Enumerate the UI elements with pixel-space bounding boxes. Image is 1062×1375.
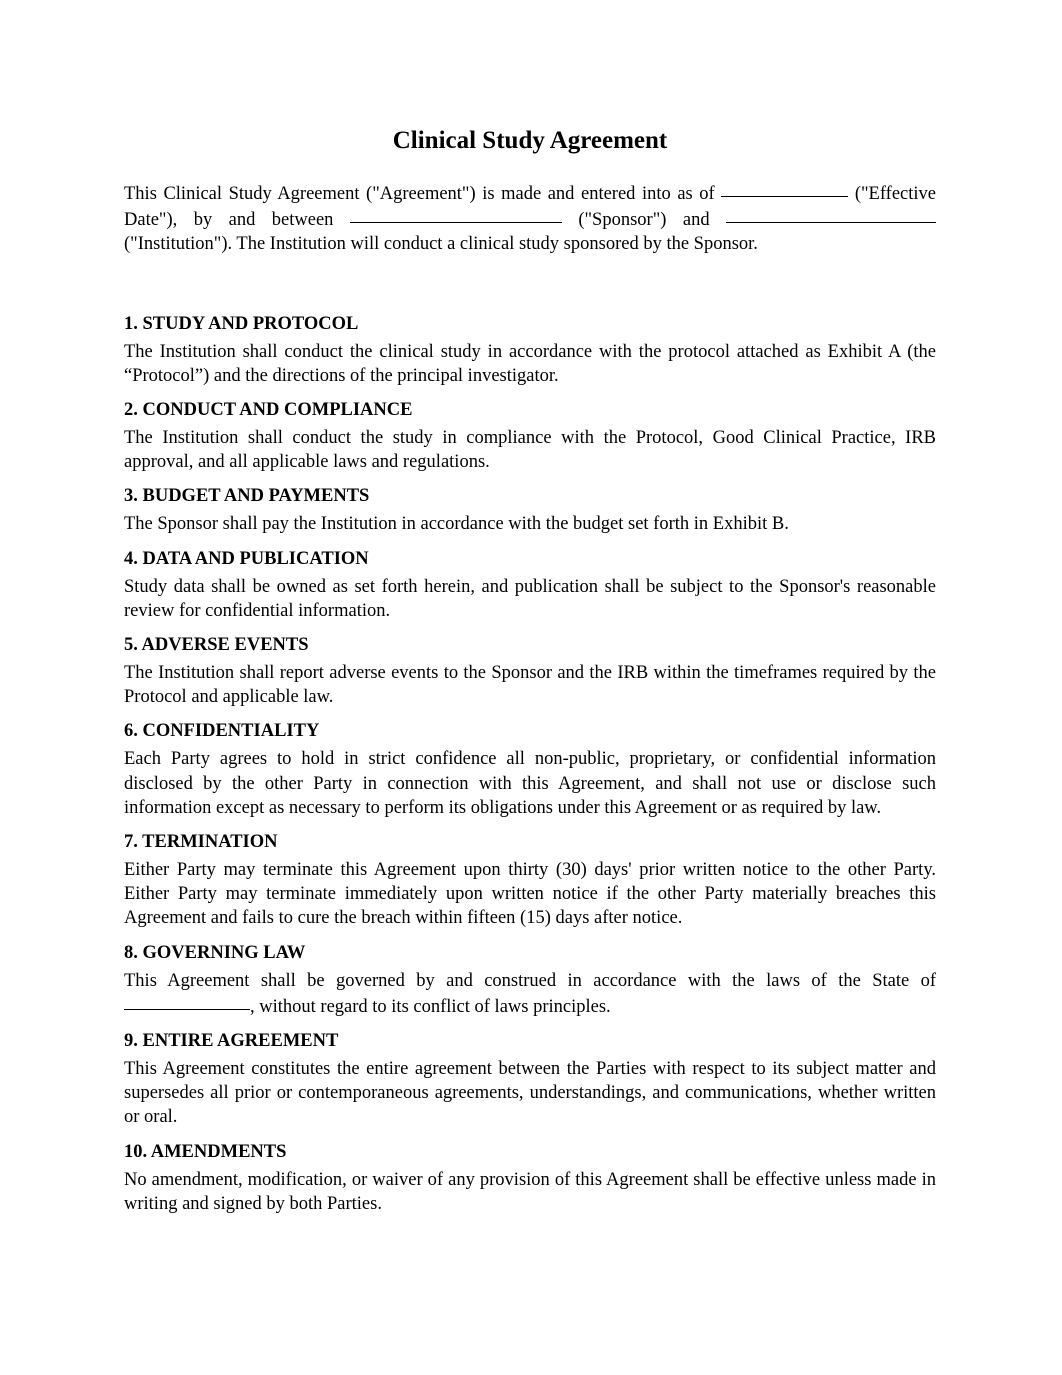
intro-text-4: ("Institution"). The Institution will conduct a clinical study sponsored by the Sponsor.: [124, 234, 758, 255]
section-adverse-events: [124, 633, 936, 709]
intro-paragraph: [124, 180, 936, 257]
section-body: The Institution shall conduct the clinical study in accordance with the protocol attached as Exhibit A (the “Protocol”) and the directions of the principal investigator.: [124, 341, 936, 386]
intro-text-1: This Clinical Study Agreement ("Agreement") is made and entered into as of: [124, 184, 715, 204]
section-heading: 9. ENTIRE AGREEMENT: [124, 1031, 339, 1052]
section-conduct-and-compliance: [124, 398, 936, 474]
section-body: The Institution shall report adverse events to the Sponsor and the IRB within the timeframes required by the Protocol and applicable law.: [124, 663, 936, 708]
section-body: This Agreement constitutes the entire agreement between the Parties with respect to its subject matter and supersedes all prior or contemporaneous agreements, understandings, and communications, whether written or oral.: [124, 1059, 936, 1128]
section-heading: 2. CONDUCT AND COMPLIANCE: [124, 400, 413, 421]
section-amendments: [124, 1140, 936, 1216]
sponsor-name-blank: [350, 204, 562, 223]
section-body: Either Party may terminate this Agreement upon thirty (30) days' prior written notice to the other Party. Either Party may terminate immediately upon written notice if the other Party materially breaches this Agreement and fails to cure the breach within fifteen (15) days after notice.: [124, 860, 936, 929]
section-heading: 7. TERMINATION: [124, 832, 278, 853]
intro-text-2: ("Effective Date"), by and between: [124, 184, 937, 231]
section-governing-law: [124, 941, 936, 1019]
section-heading: 6. CONFIDENTIALITY: [124, 721, 320, 742]
document-page: [124, 126, 936, 1226]
section-body: [124, 969, 936, 1019]
section-body: No amendment, modification, or waiver of any provision of this Agreement shall be effective unless made in writing and signed by both Parties.: [124, 1169, 936, 1214]
governing-law-text-2: , without regard to its conflict of laws principles.: [250, 996, 611, 1017]
intro-text-3: ("Sponsor") and: [578, 210, 710, 231]
section-heading: 3. BUDGET AND PAYMENTS: [124, 486, 370, 507]
section-body: The Institution shall conduct the study in compliance with the Protocol, Good Clinical Practice, IRB approval, and all applicable laws and regulations.: [124, 428, 936, 473]
section-heading: 8. GOVERNING LAW: [124, 942, 306, 963]
state-blank: [124, 991, 250, 1010]
effective-date-blank: [721, 178, 848, 197]
section-budget-and-payments: [124, 484, 936, 536]
section-data-and-publication: [124, 547, 936, 623]
section-entire-agreement: [124, 1029, 936, 1130]
section-body: The Sponsor shall pay the Institution in accordance with the budget set forth in Exhibit B.: [124, 514, 789, 535]
section-heading: 4. DATA AND PUBLICATION: [124, 548, 369, 569]
section-heading: 1. STUDY AND PROTOCOL: [124, 313, 359, 334]
document-title: Clinical Study Agreement: [392, 127, 668, 154]
section-heading: 5. ADVERSE EVENTS: [124, 635, 309, 656]
section-heading: 10. AMENDMENTS: [124, 1141, 287, 1162]
section-study-and-protocol: [124, 312, 936, 388]
institution-name-blank: [726, 204, 936, 223]
section-termination: [124, 830, 936, 931]
section-confidentiality: [124, 719, 936, 820]
section-body: Study data shall be owned as set forth herein, and publication shall be subject to the Sponsor's reasonable review for confidential information.: [124, 576, 936, 621]
section-body: Each Party agrees to hold in strict confidence all non-public, proprietary, or confidential information disclosed by the other Party in connection with this Agreement, and shall not use or disclose such information except as necessary to perform its obligations under this Agreement or as required by law.: [124, 749, 936, 818]
governing-law-text-1: This Agreement shall be governed by and construed in accordance with the laws of the State of: [124, 970, 936, 991]
